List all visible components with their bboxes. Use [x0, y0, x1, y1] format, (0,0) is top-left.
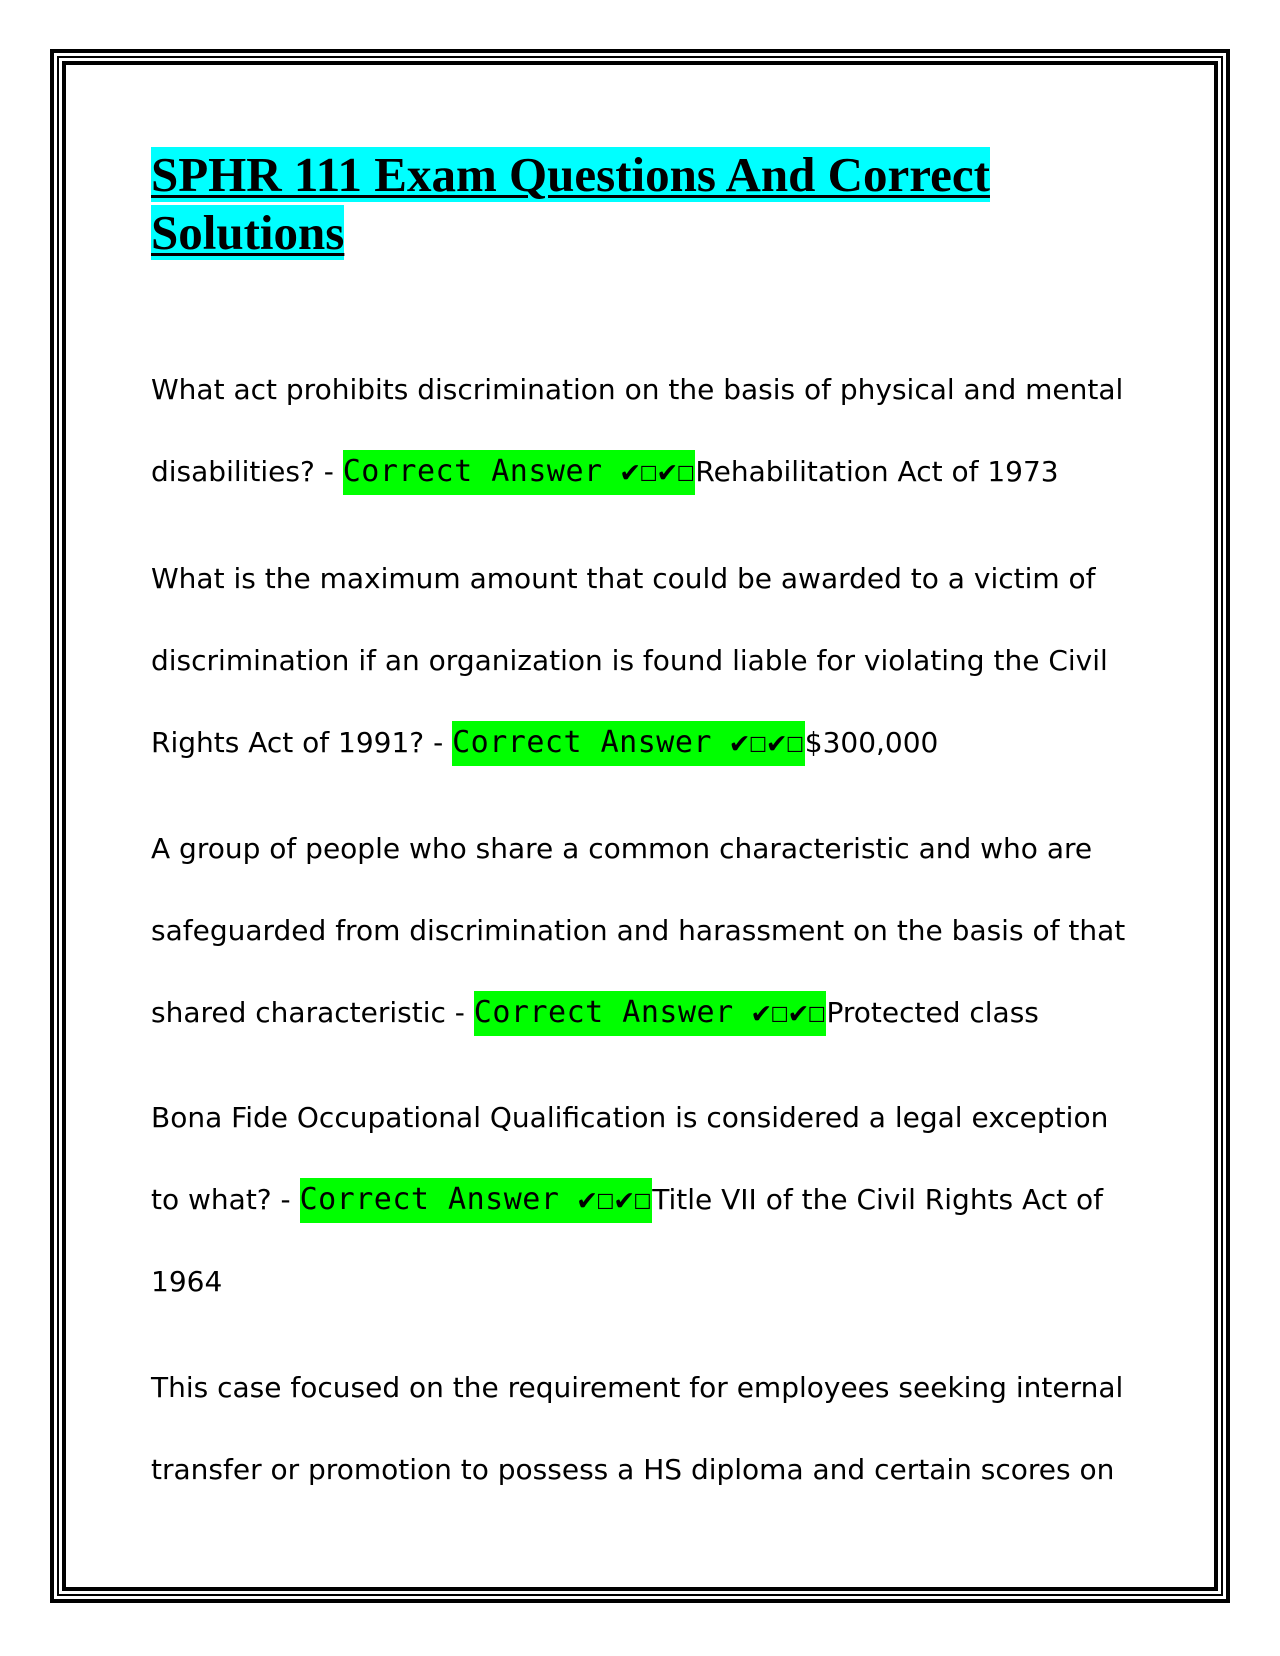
title-line-2: Solutions — [151, 205, 345, 260]
answer-text: $300,000 — [804, 726, 939, 759]
qa-item-1 — [151, 349, 1131, 513]
qa-item-4 — [151, 1077, 1131, 1323]
correct-answer-tag: Correct Answer ✔☐✔☐ — [300, 1178, 653, 1223]
answer-text: Rehabilitation Act of 1973 — [695, 455, 1059, 488]
correct-answer-tag: Correct Answer ✔☐✔☐ — [452, 721, 805, 766]
question-text: This case focused on the requirement for employees seeking internal transfer or promotion to possess a HS diploma and certain scores on — [151, 1371, 1124, 1486]
title-line-1: SPHR 111 Exam Questions And Correct — [151, 147, 990, 202]
question-text: What act prohibits discrimination on the basis of physical and mental disabilities? - — [151, 373, 1124, 488]
question-text: Bona Fide Occupational Qualification is considered a legal exception to what? - — [151, 1101, 1109, 1216]
correct-answer-tag: Correct Answer ✔☐✔☐ — [474, 991, 827, 1036]
answer-text: Title VII of the Civil Rights Act of 1964 — [151, 1183, 1103, 1298]
qa-item-3 — [151, 808, 1131, 1054]
answer-text: Protected class — [826, 996, 1039, 1029]
qa-item-2 — [151, 538, 1131, 784]
question-text: A group of people who share a common characteristic and who are safeguarded from discrimination and harassment on the basis of that shared characteristic - — [151, 832, 1126, 1029]
qa-item-5 — [151, 1347, 1131, 1511]
document-title — [151, 146, 1051, 262]
question-text: What is the maximum amount that could be awarded to a victim of discrimination if an organization is found liable for violating the Civil Rights Act of 1991? - — [151, 562, 1108, 759]
correct-answer-tag: Correct Answer ✔☐✔☐ — [343, 450, 696, 495]
